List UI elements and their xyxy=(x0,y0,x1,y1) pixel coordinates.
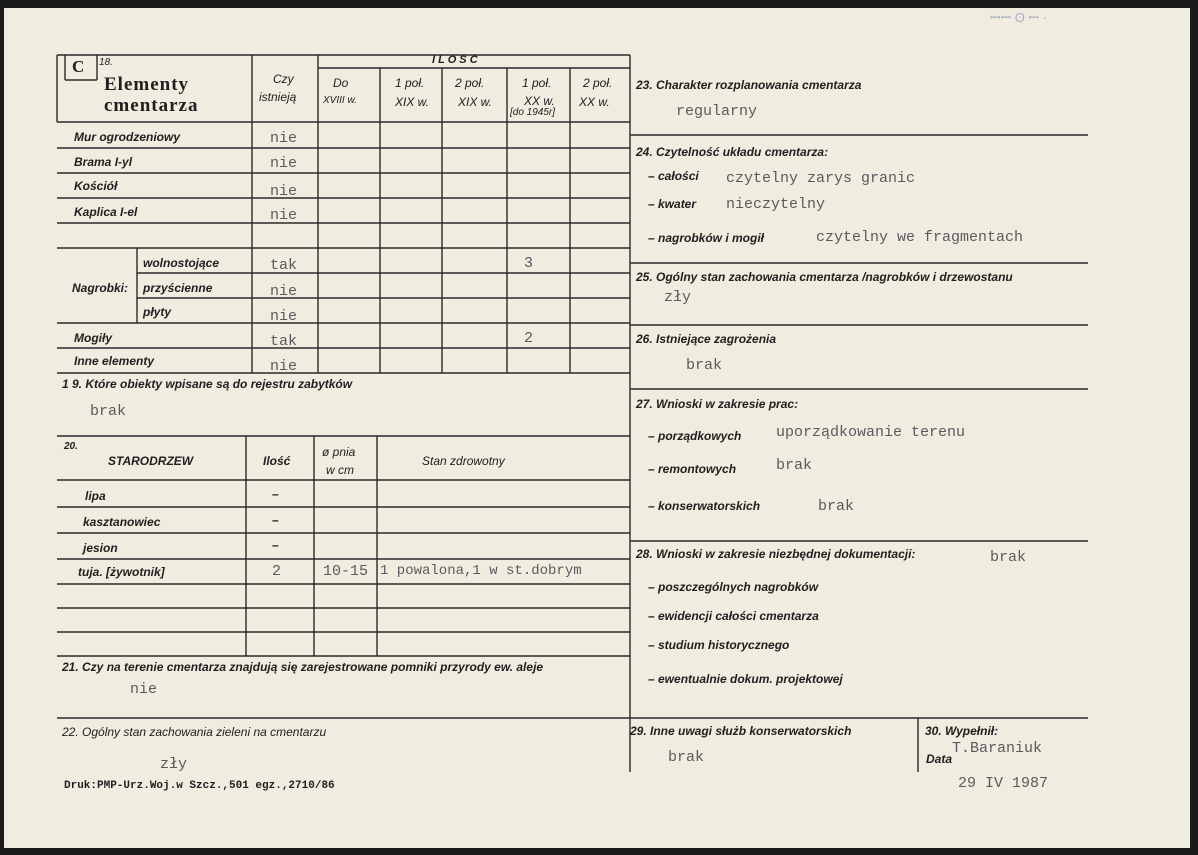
s20-col-diam-line1: ø pnia xyxy=(322,445,356,459)
s20-number: 20. xyxy=(64,441,78,452)
s24-quarters-value: nieczytelny xyxy=(726,196,826,213)
s28-item: – ewidencji całości cmentarza xyxy=(648,609,819,623)
tree-name: kasztanowiec xyxy=(83,515,161,529)
s27-order-label: – porządkowych xyxy=(648,429,742,443)
row-label: przyścienne xyxy=(143,281,213,295)
col3-line2: XIX w. xyxy=(458,95,493,109)
s24-graves-label: – nagrobków i mogił xyxy=(648,231,765,245)
s28-label: 28. Wnioski w zakresie niezbędnej dokumentacji: xyxy=(636,547,916,561)
s21-label: 21. Czy na terenie cmentarza znajdują się zarejestrowane pomniki przyrody ew. aleje xyxy=(62,660,544,674)
row-label: Inne elementy xyxy=(74,354,155,368)
section-title-line1: Elementy xyxy=(104,74,190,95)
s20-col-name: STARODRZEW xyxy=(108,454,194,468)
s26-label: 26. Istniejące zagrożenia xyxy=(636,332,777,346)
row-label: Kościół xyxy=(74,179,118,193)
tree-qty: 2 xyxy=(272,563,282,580)
tree-name: lipa xyxy=(85,489,106,503)
row-exists: tak xyxy=(270,333,298,350)
row-label: Brama I-yl xyxy=(74,155,133,169)
s27-conserv-label: – konserwatorskich xyxy=(648,499,761,513)
tree-diam: 10-15 xyxy=(323,563,369,580)
s30-date-value: 29 IV 1987 xyxy=(958,775,1049,792)
col5-line2: XX w. xyxy=(579,95,610,109)
col4-line2: XX w. xyxy=(524,94,555,108)
s26-value: brak xyxy=(686,357,723,374)
s28-item: – poszczególnych nagrobków xyxy=(648,580,819,594)
s19-value: brak xyxy=(90,403,127,420)
col-exists-line2: istnieją xyxy=(259,90,297,104)
row-value: 3 xyxy=(524,255,534,272)
s29-value: brak xyxy=(668,749,705,766)
s20-col-health: Stan zdrowotny xyxy=(422,454,505,468)
tree-qty: – xyxy=(272,513,279,527)
section-title-line2: cmentarza xyxy=(104,95,199,116)
s30-date-label: Data xyxy=(926,752,953,766)
s28-value: brak xyxy=(990,549,1027,566)
s23-value: regularny xyxy=(676,103,758,120)
row-exists: nie xyxy=(270,308,298,325)
s20-col-qty: Ilość xyxy=(263,454,291,468)
s24-whole-label: – całości xyxy=(648,169,699,183)
row-value: 2 xyxy=(524,330,534,347)
row-exists: nie xyxy=(270,283,298,300)
tree-name: tuja. [żywotnik] xyxy=(78,565,165,579)
col1-line1: Do xyxy=(333,76,349,90)
s23-label: 23. Charakter rozplanowania cmentarza xyxy=(636,78,862,92)
col1-line2: XVIII w. xyxy=(323,95,357,106)
s27-order-value: uporządkowanie terenu xyxy=(776,424,966,441)
col5-line1: 2 poł. xyxy=(583,76,613,90)
row-exists: tak xyxy=(270,257,298,274)
row-exists: nie xyxy=(270,358,298,375)
col4-line3: [do 1945r] xyxy=(510,107,556,118)
s25-label: 25. Ogólny stan zachowania cmentarza /nagrobków i drzewostanu xyxy=(636,270,1013,284)
row-exists: nie xyxy=(270,130,298,147)
s24-label: 24. Czytelność układu cmentarza: xyxy=(636,145,829,159)
s20-col-diam-line2: w cm xyxy=(326,463,354,477)
tree-qty: – xyxy=(272,538,279,552)
row-label: Kaplica I-el xyxy=(74,205,138,219)
s24-whole-value: czytelny zarys granic xyxy=(726,170,916,187)
section-letter: C xyxy=(72,57,85,76)
row-label: Mur ogrodzeniowy xyxy=(74,130,180,144)
s21-value: nie xyxy=(130,681,158,698)
col2-line2: XIX w. xyxy=(395,95,430,109)
s27-renov-label: – remontowych xyxy=(648,462,737,476)
tree-name: jesion xyxy=(83,541,118,555)
s27-renov-value: brak xyxy=(776,457,813,474)
s29-label: 29. Inne uwagi służb konserwatorskich xyxy=(630,724,852,738)
s19-label: 1 9. Które obiekty wpisane są do rejestru zabytków xyxy=(62,377,353,391)
s24-graves-value: czytelny we fragmentach xyxy=(816,229,1024,246)
tree-health: 1 powalona,1 w st.dobrym xyxy=(380,563,582,579)
col-ilosc-header: I L O S C xyxy=(432,54,478,66)
s30-label: 30. Wypełnił: xyxy=(925,724,999,738)
row-exists: nie xyxy=(270,183,298,200)
s28-item: – studium historycznego xyxy=(648,638,790,652)
col3-line1: 2 poł. xyxy=(455,76,485,90)
row-label: wolnostojące xyxy=(143,256,220,270)
s25-value: zły xyxy=(664,289,692,306)
s27-label: 27. Wnioski w zakresie prac: xyxy=(636,397,799,411)
tree-qty: – xyxy=(272,487,279,501)
archive-stamp: ꟷꟷ ʘ ꟷ · xyxy=(990,10,1048,25)
nagrobki-label: Nagrobki: xyxy=(72,281,129,295)
col-exists-line1: Czy xyxy=(273,72,294,86)
s27-conserv-value: brak xyxy=(818,498,855,515)
col2-line1: 1 poł. xyxy=(395,76,425,90)
print-note: Druk:PMP-Urz.Woj.w Szcz.,501 egz.,2710/86 xyxy=(64,780,335,792)
col4-line1: 1 poł. xyxy=(522,76,552,90)
row-exists: nie xyxy=(270,207,298,224)
row-label: Mogiły xyxy=(74,331,112,345)
s28-item: – ewentualnie dokum. projektowej xyxy=(648,672,843,686)
section-number: 18. xyxy=(99,57,113,68)
row-label: płyty xyxy=(143,305,172,319)
row-exists: nie xyxy=(270,155,298,172)
s22-value: zły xyxy=(160,756,188,773)
s30-value: T.Baraniuk xyxy=(952,740,1043,757)
s22-label: 22. Ogólny stan zachowania zieleni na cmentarzu xyxy=(62,725,327,739)
s24-quarters-label: – kwater xyxy=(648,197,697,211)
